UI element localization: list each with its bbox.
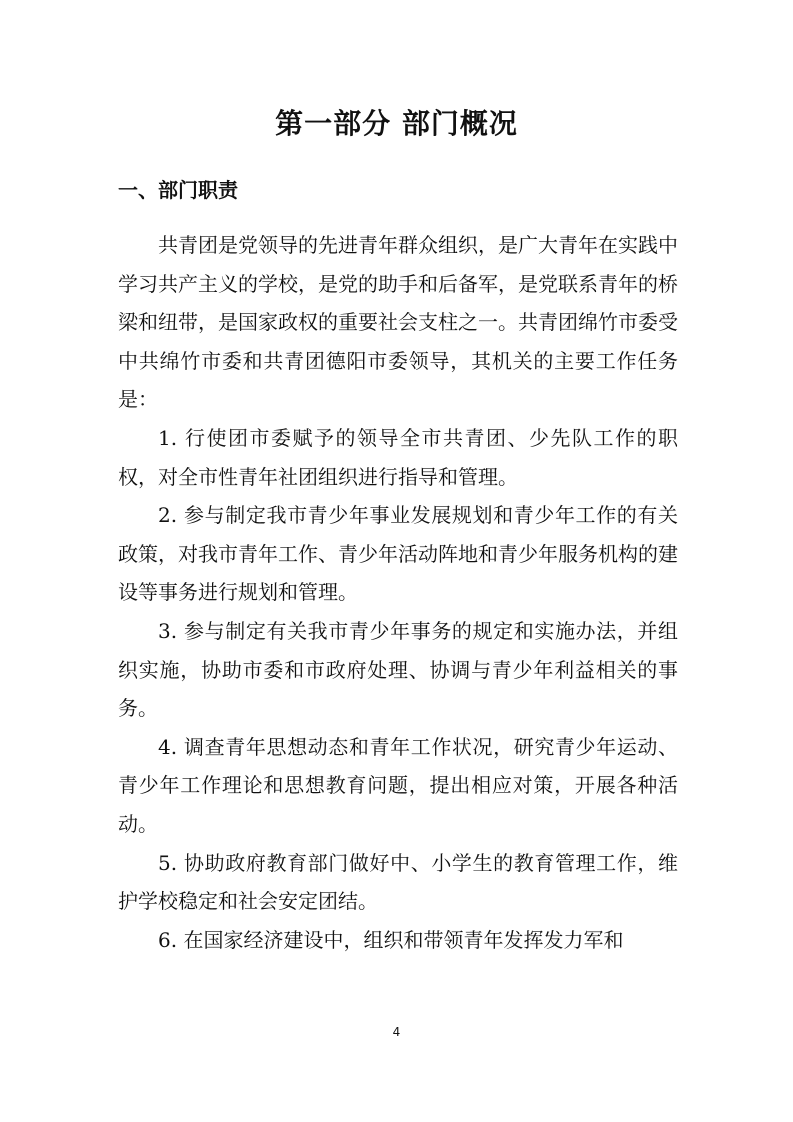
page-title: 第一部分 部门概况 — [275, 107, 518, 140]
section-heading: 一、部门职责 — [118, 178, 238, 202]
page-number: 4 — [392, 1025, 401, 1039]
paragraph-item-5: 5. 协助政府教育部门做好中、小学生的教育管理工作，维护学校稳定和社会安定团结。 — [118, 850, 678, 914]
paragraph-item-6: 6. 在国家经济建设中，组织和带领青年发挥发力军和 — [158, 927, 624, 952]
paragraph-item-2: 2. 参与制定我市青少年事业发展规划和青少年工作的有关政策，对我市青年工作、青少年活动阵地和青少年服务机构的建设等事务进行规划和管理。 — [118, 503, 678, 605]
paragraph-intro: 共青团是党领导的先进青年群众组织，是广大青年在实践中学习共产主义的学校，是党的助手和后备军，是党联系青年的桥梁和纽带，是国家政权的重要社会支柱之一。共青团绵竹市委受中共绵竹市委和共青团德阳市委领导，其机关的主要工作任务是： — [118, 233, 678, 412]
paragraph-item-1: 1. 行使团市委赋予的领导全市共青团、少先队工作的职权，对全市性青年社团组织进行指导和管理。 — [118, 425, 678, 489]
paragraph-item-4: 4. 调查青年思想动态和青年工作状况，研究青少年运动、青少年工作理论和思想教育问题，提出相应对策，开展各种活动。 — [118, 734, 678, 836]
paragraph-item-3: 3. 参与制定有关我市青少年事务的规定和实施办法，并组织实施，协助市委和市政府处理、协调与青少年利益相关的事务。 — [118, 618, 678, 721]
body-text — [118, 226, 678, 959]
